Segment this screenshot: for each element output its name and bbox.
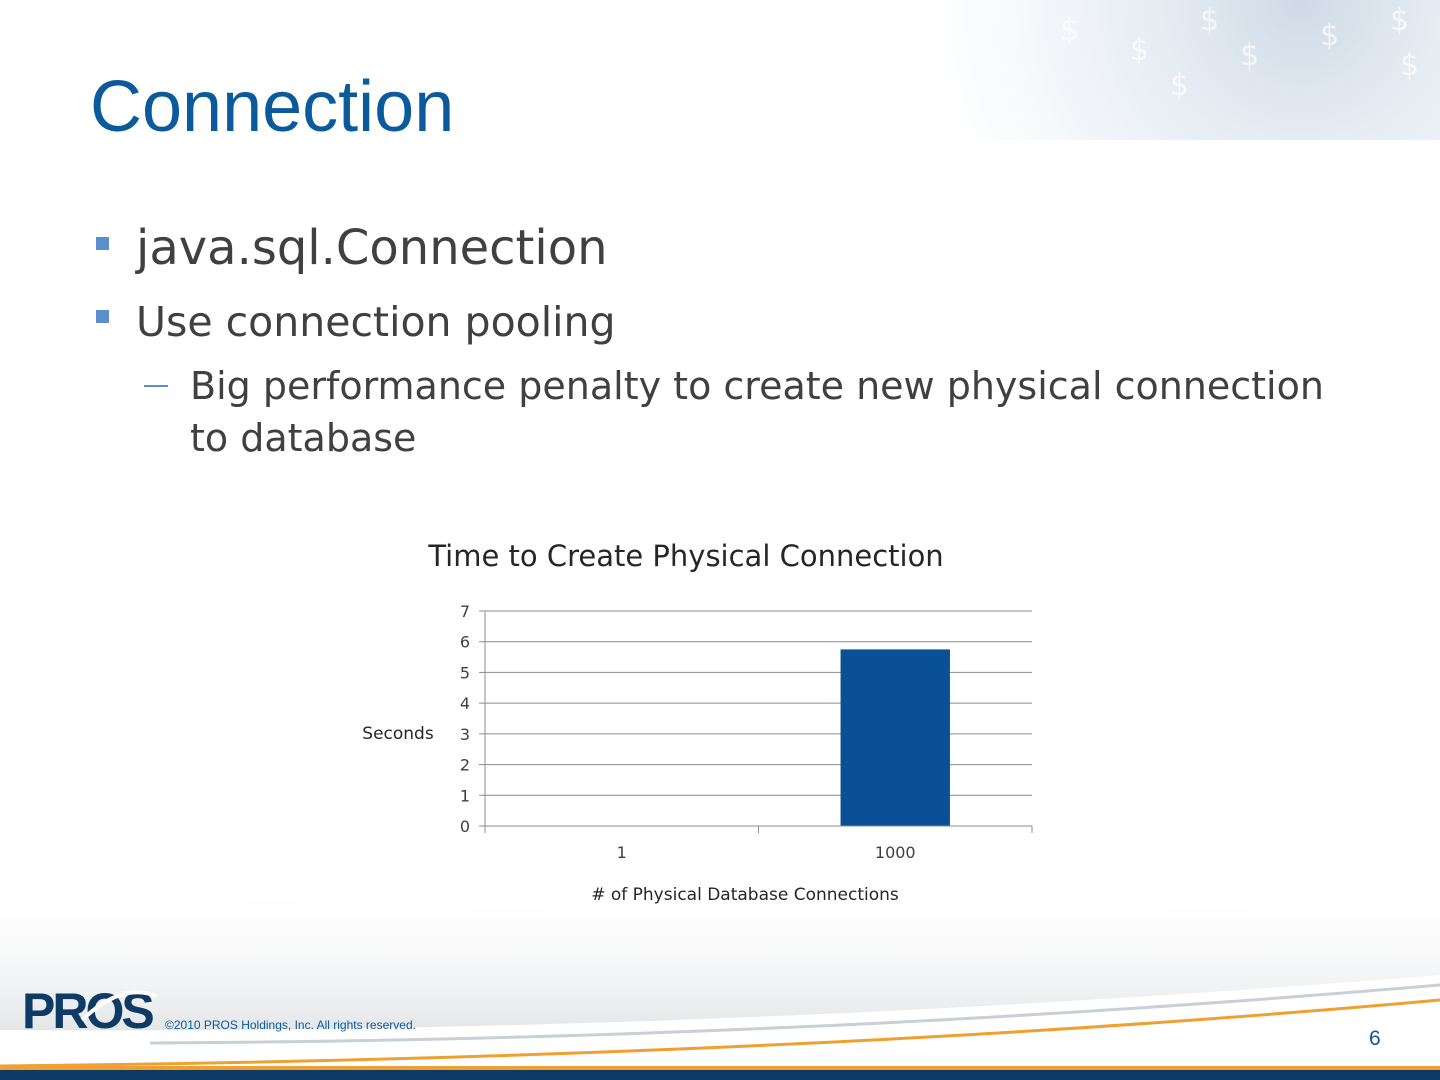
svg-text:$: $ xyxy=(1170,68,1190,103)
sub-bullet-text: Big performance penalty to create new physical connection to database xyxy=(190,364,1324,460)
y-tick-label: 5 xyxy=(459,663,470,683)
y-tick-label: 6 xyxy=(459,632,470,652)
y-tick-label: 2 xyxy=(459,755,470,775)
svg-text:$: $ xyxy=(1320,18,1340,53)
svg-text:$: $ xyxy=(1390,3,1410,38)
y-tick-labels xyxy=(460,602,470,836)
y-tick-label: 4 xyxy=(459,694,470,714)
logo-text: PROS xyxy=(22,984,152,1036)
svg-text:$: $ xyxy=(1400,48,1420,83)
svg-text:$: $ xyxy=(1130,33,1150,68)
y-tick-label: 3 xyxy=(459,724,470,744)
x-tick-label: 1 xyxy=(616,843,627,862)
svg-text:$: $ xyxy=(1200,3,1220,38)
svg-text:$: $ xyxy=(1060,13,1080,48)
x-tick-labels xyxy=(617,843,916,862)
svg-text:$: $ xyxy=(1240,38,1260,73)
x-axis-label: # of Physical Database Connections xyxy=(591,885,899,905)
pros-logo xyxy=(22,984,162,1036)
bars xyxy=(567,649,950,826)
bullet-text: Use connection pooling xyxy=(136,298,616,346)
x-tick-label: 1000 xyxy=(874,843,916,862)
y-tick-label: 7 xyxy=(459,602,470,621)
bar xyxy=(841,649,950,826)
y-tick-label: 0 xyxy=(459,817,470,836)
copyright-text: ©2010 PROS Holdings, Inc. All rights reserved. xyxy=(165,1018,416,1032)
chart-title: Time to Create Physical Connection xyxy=(428,539,944,573)
y-tick-label: 1 xyxy=(459,786,470,806)
slide-title: Connection xyxy=(90,67,455,147)
bullet-text: java.sql.Connection xyxy=(136,220,608,276)
y-axis-label: Seconds xyxy=(362,724,434,744)
page-number: 6 xyxy=(1369,1027,1381,1050)
